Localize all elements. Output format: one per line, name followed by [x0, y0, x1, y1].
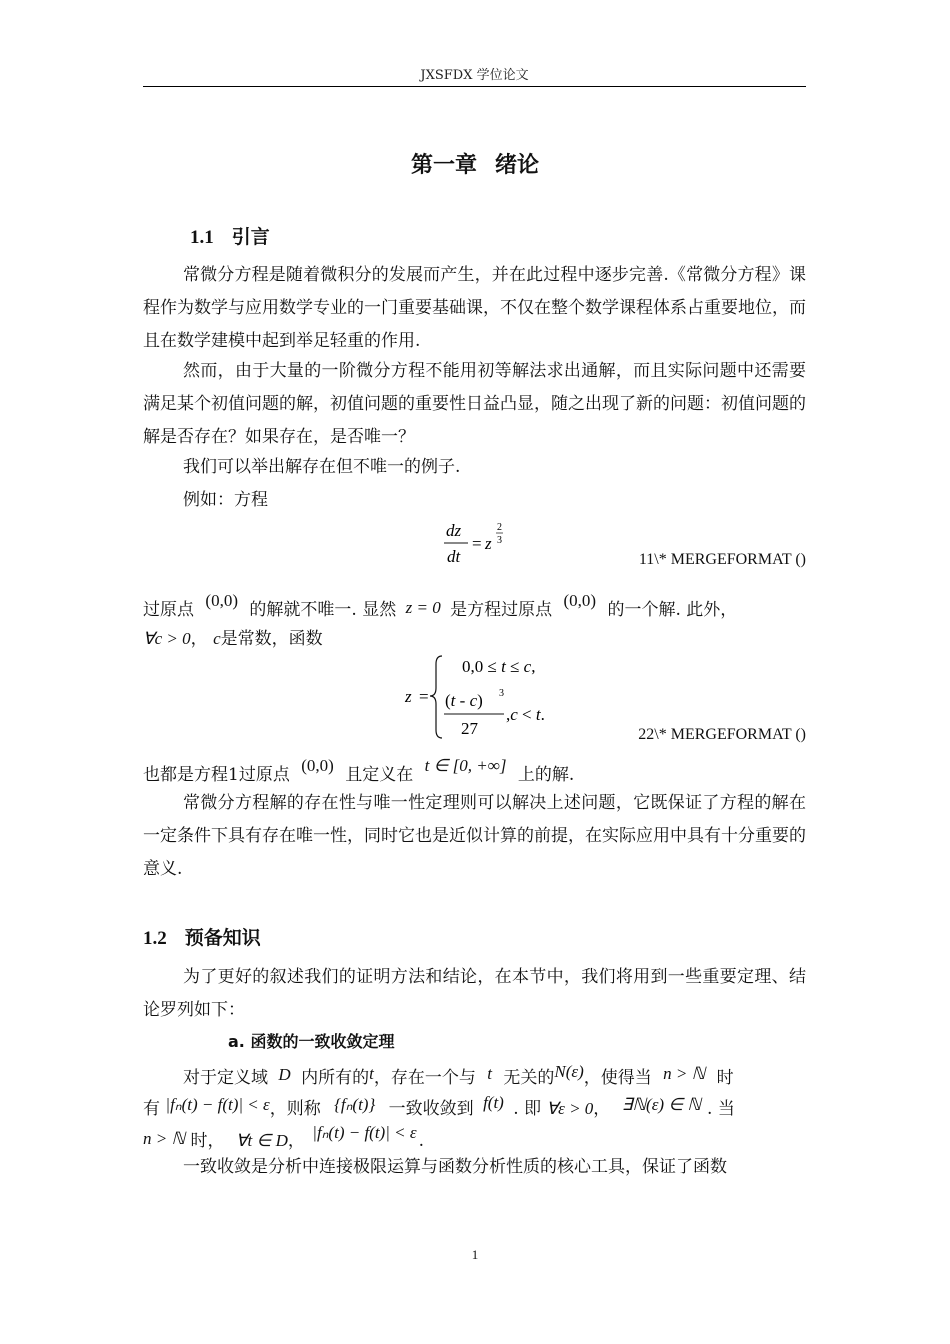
origin-point: (0,0)	[205, 591, 238, 610]
equation-2	[400, 650, 570, 742]
section-heading-1-2	[143, 923, 261, 950]
svg-text:dt: dt	[447, 547, 461, 566]
z-zero: z = 0	[405, 598, 441, 617]
section-title: 预备知识	[184, 927, 261, 949]
paragraph-intro: 常微分方程是随着微积分的发展而产生，并在此过程中逐步完善.《常微分方程》课程作为数学与应用数学专业的一门重要基础课，不仅在整个数学课程体系占重要地位，而且在数学建模中起到举足轻重的作用.	[143, 265, 806, 351]
section-heading-1-1	[190, 222, 270, 249]
paragraph-uniform-convergence: 一致收敛是分析中连接极限运算与函数分析性质的核心工具，保证了函数	[183, 1157, 727, 1177]
constant-c: c	[213, 629, 221, 648]
inequality: |fₙ(t) − f(t)| < ε	[312, 1123, 417, 1142]
forall-c: ∀c > 0	[143, 629, 191, 648]
paragraph-example: 例如：方程	[183, 490, 268, 510]
svg-text:dz: dz	[446, 521, 462, 540]
equation-1-number: 11\* MERGEFORMAT ()	[638, 551, 806, 568]
sequence: {fₙ(t)}	[334, 1095, 376, 1114]
equation-2-number: 22\* MERGEFORMAT ()	[638, 726, 806, 743]
definition-line-1: 对于定义域 D 内所有的t，存在一个与 t 无关的N(ε)，使得当 n > ℕ 时	[183, 1062, 734, 1088]
svg-text:3: 3	[497, 535, 502, 546]
chapter-number: 第一章	[410, 153, 477, 178]
paragraph-example-intro: 我们可以举出解存在但不唯一的例子.	[183, 457, 461, 477]
eq1-after-line2: ∀c > 0， c是常数，函数	[143, 629, 323, 649]
svg-text:0,0 ≤ t ≤ c,: 0,0 ≤ t ≤ c,	[462, 657, 536, 676]
paragraph-problem: 然而，由于大量的一阶微分方程不能用初等解法求出通解，而且实际问题中还需要满足某个初值问题的解，初值问题的重要性日益凸显，随之出现了新的问题：初值问题的解是否存在？如果存在，是否唯一？	[143, 361, 806, 447]
section-number: 1.2	[143, 928, 167, 949]
eq2-after-line: 也都是方程1过原点 (0,0) 且定义在 t ∈ [0, +∞] 上的解.	[143, 756, 575, 785]
svg-text:=: =	[472, 534, 482, 553]
origin-point: (0,0)	[301, 756, 334, 775]
subheading-uniform-convergence: a. 函数的一致收敛定理	[228, 1032, 395, 1051]
svg-text:(t - c): (t - c)	[445, 691, 483, 710]
eq1-after-line1: 过原点 (0,0) 的解就不唯一. 显然 z = 0 是方程过原点 (0,0) 的一个解. 此外，	[143, 591, 738, 620]
origin-point: (0,0)	[563, 591, 597, 610]
interval: t ∈ [0, +∞]	[424, 756, 507, 775]
paragraph-preliminaries: 为了更好的叙述我们的证明方法和结论，在本节中，我们将用到一些重要定理、结论罗列如下：	[143, 967, 806, 1020]
svg-text:=: =	[419, 687, 429, 706]
chapter-name: 绪论	[495, 153, 540, 178]
section-title: 引言	[231, 226, 270, 248]
equation-1	[440, 516, 520, 572]
header-rule	[143, 86, 806, 87]
paragraph-significance: 常微分方程解的存在性与唯一性定理则可以解决上述问题，它既保证了方程的解在一定条件下具有存在唯一性，同时它也是近似计算的前提，在实际应用中具有十分重要的意义.	[143, 793, 806, 879]
definition-line-3: n > ℕ 时， ∀t ∈ D， |fₙ(t) − f(t)| < ε .	[143, 1123, 424, 1151]
chapter-title	[0, 148, 950, 179]
running-header: JXSFDX 学位论文	[420, 68, 529, 83]
svg-text:2: 2	[497, 522, 502, 533]
page-number: 1	[471, 1247, 479, 1262]
definition-line-2: 有 |fₙ(t) − f(t)| < ε，则称 {fₙ(t)} 一致收敛到 f(t) . 即 ∀ε > 0， ∃ℕ(ε) ∈ ℕ . 当	[143, 1093, 735, 1119]
svg-text:,c < t.: ,c < t.	[506, 705, 545, 724]
inequality: |fₙ(t) − f(t)| < ε	[165, 1095, 270, 1114]
svg-text:z: z	[405, 687, 412, 706]
section-number: 1.1	[190, 227, 214, 248]
svg-text:27: 27	[461, 719, 478, 738]
svg-text:z: z	[485, 534, 492, 553]
svg-text:3: 3	[499, 688, 504, 699]
